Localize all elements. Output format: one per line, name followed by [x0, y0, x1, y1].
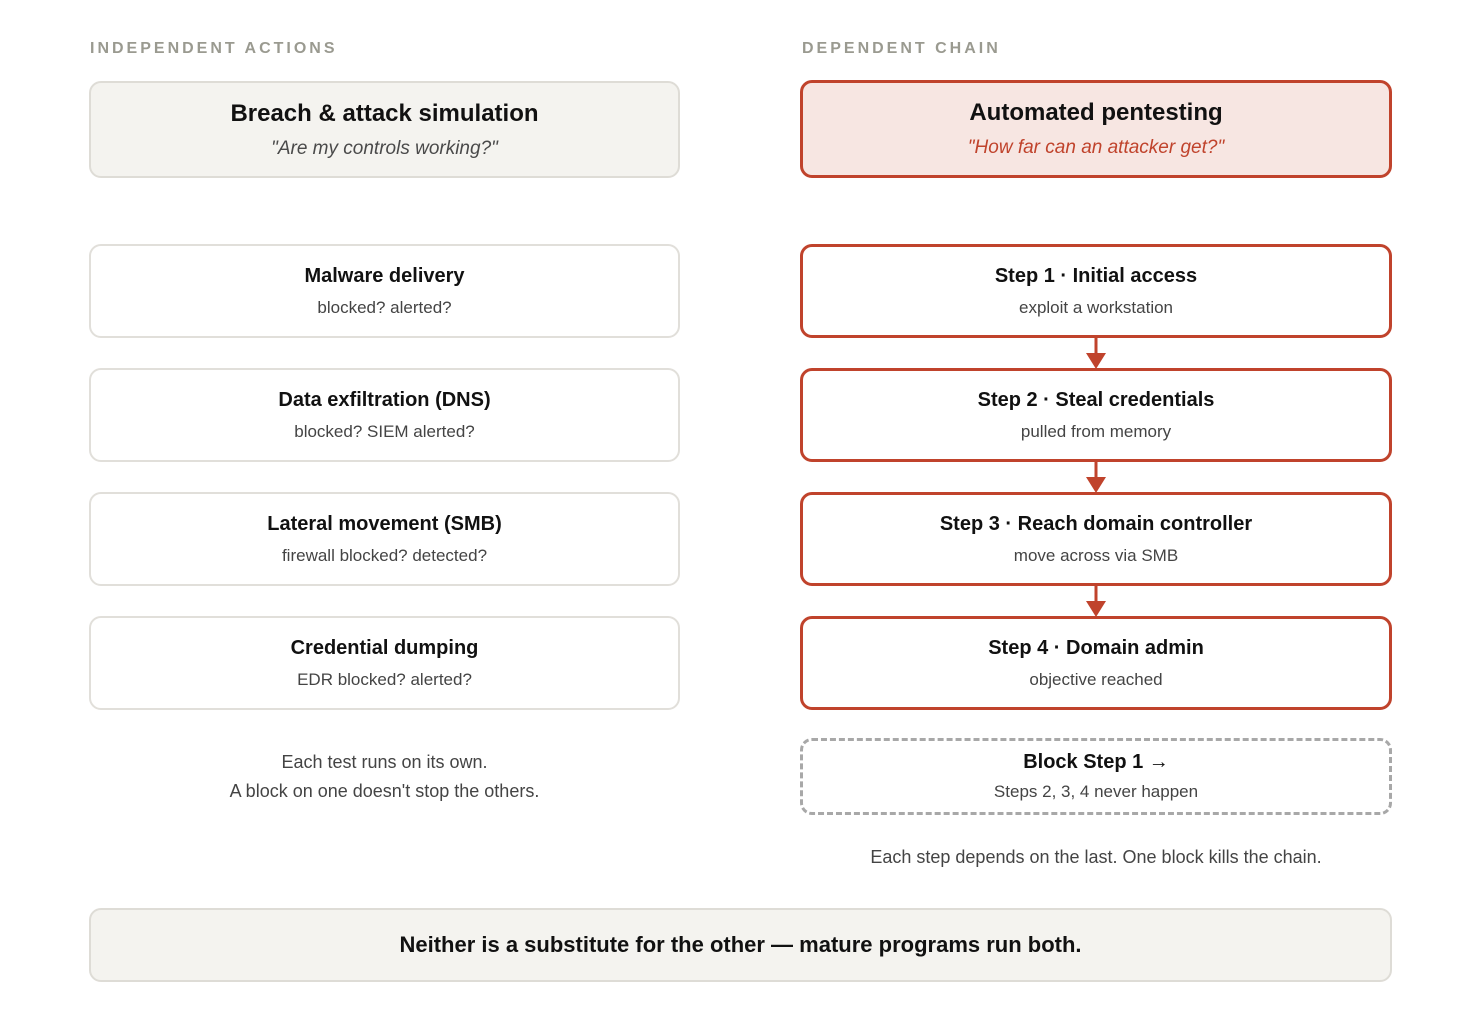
step-title: Step 1 · Initial access	[994, 264, 1198, 287]
action-card-data-exfiltration	[89, 368, 680, 462]
action-title: Data exfiltration (DNS)	[278, 388, 491, 411]
action-title: Malware delivery	[304, 264, 465, 287]
left-caption-line-2: A block on one doesn't stop the others.	[229, 781, 540, 801]
bas-header-card	[89, 81, 680, 178]
pentest-header-title: Automated pentesting	[969, 99, 1223, 126]
block-note-subtitle: Steps 2, 3, 4 never happen	[993, 782, 1199, 801]
step-subtitle: objective reached	[1029, 669, 1163, 689]
action-subtitle: blocked? alerted?	[317, 297, 452, 317]
step-subtitle: move across via SMB	[1013, 545, 1179, 565]
action-subtitle: EDR blocked? alerted?	[297, 669, 472, 689]
chain-arrow-3-to-4	[1084, 586, 1108, 618]
chain-arrow-2-to-3	[1084, 462, 1108, 494]
right-section-label: DEPENDENT CHAIN	[802, 40, 1001, 57]
chain-arrow-1-to-2	[1084, 338, 1108, 370]
block-step-note-card	[800, 738, 1392, 815]
action-subtitle: firewall blocked? detected?	[281, 545, 488, 565]
step-title: Step 2 · Steal credentials	[977, 388, 1215, 411]
action-title: Lateral movement (SMB)	[267, 512, 502, 535]
action-card-lateral-movement	[89, 492, 680, 586]
summary-footer-card	[89, 908, 1392, 982]
left-caption	[89, 748, 680, 806]
summary-footer-text: Neither is a substitute for the other — mature programs run both.	[399, 932, 1082, 957]
block-note-title: Block Step 1 →	[1023, 751, 1169, 773]
action-card-malware-delivery	[89, 244, 680, 338]
left-section-label: INDEPENDENT ACTIONS	[90, 40, 338, 57]
action-title: Credential dumping	[290, 636, 479, 659]
chain-step-4-card	[800, 616, 1392, 710]
bas-header-title: Breach & attack simulation	[230, 99, 539, 127]
step-title: Step 3 · Reach domain controller	[939, 512, 1253, 535]
step-subtitle: exploit a workstation	[1018, 297, 1174, 317]
chain-step-1-card	[800, 244, 1392, 338]
action-subtitle: blocked? SIEM alerted?	[294, 421, 475, 441]
chain-step-3-card	[800, 492, 1392, 586]
action-card-credential-dumping	[89, 616, 680, 710]
right-caption: Each step depends on the last. One block kills the chain.	[870, 847, 1322, 867]
bas-header-subtitle: "Are my controls working?"	[271, 137, 498, 159]
pentest-header-subtitle: "How far can an attacker get?"	[967, 137, 1225, 158]
step-subtitle: pulled from memory	[1020, 421, 1172, 441]
chain-step-2-card	[800, 368, 1392, 462]
left-caption-line-1: Each test runs on its own.	[281, 752, 488, 772]
step-title: Step 4 · Domain admin	[988, 636, 1204, 659]
pentest-header-card	[800, 80, 1392, 178]
